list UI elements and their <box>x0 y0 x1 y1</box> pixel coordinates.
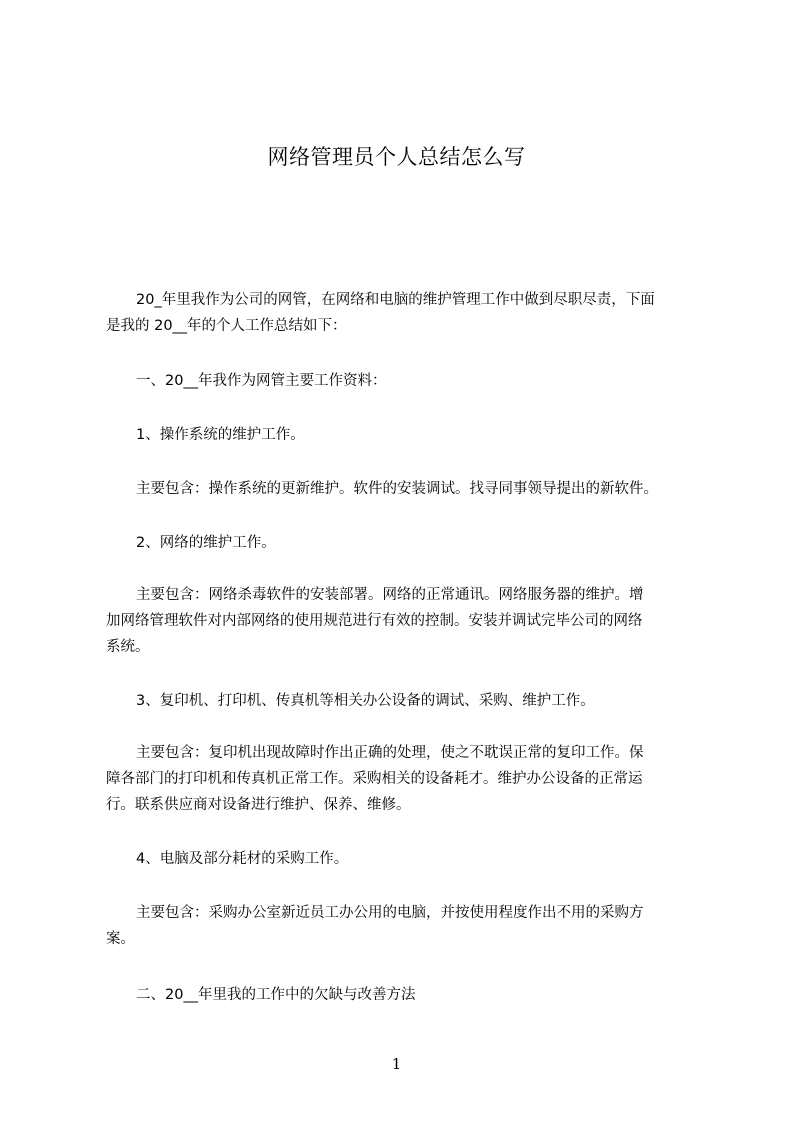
item-4-content-line-2: 案。 <box>106 931 135 947</box>
section-1-heading <box>106 368 710 394</box>
intro-line-1: 20_年里我作为公司的网管，在网络和电脑的维护管理工作中做到尽职尽责，下面 <box>136 292 655 308</box>
section-2-heading-text: 二、20__年里我的工作中的欠缺与改善方法 <box>136 987 416 1003</box>
page-title: 网络管理员个人总结怎么写 <box>267 145 526 169</box>
page-number: 1 <box>391 1055 402 1073</box>
item-4-content <box>106 900 710 952</box>
section-2-heading <box>106 982 710 1008</box>
item-3-heading <box>106 688 710 714</box>
item-3-content-line-1: 主要包含：复印机出现故障时作出正确的处理，使之不耽误正常的复印工作。保 <box>136 745 644 761</box>
item-4-heading-text: 4、电脑及部分耗材的采购工作。 <box>136 851 349 867</box>
item-4-content-line-1: 主要包含：采购办公室新近员工办公用的电脑，并按使用程度作出不用的采购方 <box>136 905 644 921</box>
item-1-content-text: 主要包含：操作系统的更新维护。软件的安装调试。找寻同事领导提出的新软件。 <box>136 481 658 497</box>
item-2-heading <box>106 530 710 556</box>
item-1-content <box>106 476 710 502</box>
item-2-content <box>106 582 710 660</box>
item-3-content-line-3: 行。联系供应商对设备进行维护、保养、维修。 <box>106 797 411 813</box>
item-3-content <box>106 740 710 818</box>
item-2-content-line-1: 主要包含：网络杀毒软件的安装部署。网络的正常通讯。网络服务器的维护。增 <box>136 587 644 603</box>
item-1-heading <box>106 422 710 448</box>
item-3-heading-text: 3、复印机、打印机、传真机等相关办公设备的调试、采购、维护工作。 <box>136 693 595 709</box>
section-1-heading-text: 一、20__年我作为网管主要工作资料： <box>136 373 387 389</box>
item-2-content-line-3: 系统。 <box>106 639 150 655</box>
intro-paragraph <box>106 287 710 339</box>
intro-line-2: 是我的 20__年的个人工作总结如下： <box>106 318 347 334</box>
item-3-content-line-2: 障各部门的打印机和传真机正常工作。采购相关的设备耗才。维护办公设备的正常运 <box>106 771 643 787</box>
item-2-content-line-2: 加网络管理软件对内部网络的使用规范进行有效的控制。安装并调试完毕公司的网络 <box>106 613 643 629</box>
item-4-heading <box>106 846 710 872</box>
item-1-heading-text: 1、操作系统的维护工作。 <box>136 427 305 443</box>
item-2-heading-text: 2、网络的维护工作。 <box>136 535 276 551</box>
